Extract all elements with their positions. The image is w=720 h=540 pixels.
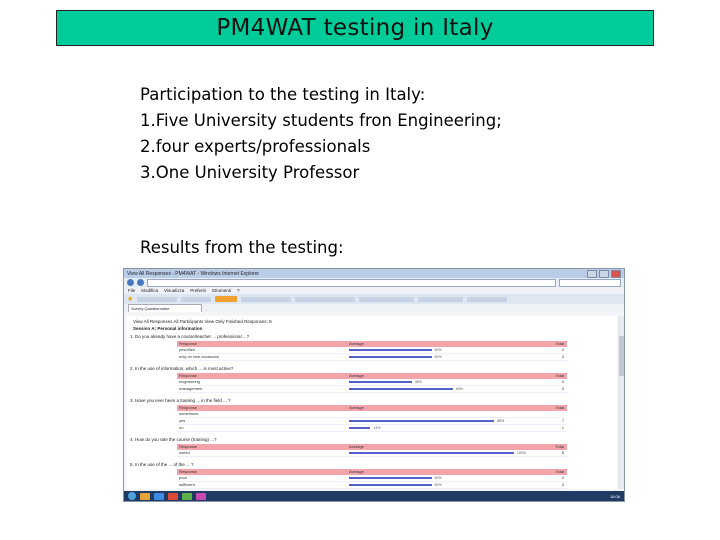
forward-icon	[137, 279, 144, 286]
average-cell	[349, 418, 544, 424]
header-cell: Response	[179, 469, 198, 474]
results-table	[177, 373, 567, 393]
favorite-link	[467, 297, 507, 302]
percent-label: 50%	[434, 476, 442, 480]
total-cell: 4	[561, 354, 564, 359]
response-label: useful	[179, 450, 190, 455]
response-label: engineering	[179, 379, 200, 384]
total-cell: 7	[561, 418, 564, 423]
average-bar	[349, 381, 412, 383]
header-cell: Total	[555, 469, 564, 474]
table-row	[177, 418, 567, 425]
survey-question: 1. Do you already have a course/teacher ... professional ...?	[130, 334, 250, 339]
results-heading: Results from the testing:	[140, 238, 344, 257]
survey-question: 2. In the use of information, which ... is most active?	[130, 366, 234, 371]
header-cell: Response	[179, 405, 198, 410]
header-cell: Average	[349, 373, 364, 378]
response-label: sufficient	[179, 482, 195, 487]
close-icon	[611, 270, 621, 278]
average-bar	[349, 427, 370, 429]
response-label: only on rare occasions	[179, 354, 220, 359]
scroll-thumb	[619, 336, 624, 376]
total-cell: 1	[561, 425, 564, 430]
response-label: management	[179, 386, 203, 391]
browser-tab: Survey Questionnaire	[128, 304, 202, 312]
menu-item: Strumenti	[211, 288, 231, 293]
average-bar	[349, 477, 432, 479]
table-row	[177, 379, 567, 386]
header-cell: Total	[555, 373, 564, 378]
taskbar	[124, 491, 624, 501]
average-cell	[349, 354, 544, 360]
table-row	[177, 450, 567, 457]
window-controls	[587, 270, 621, 278]
table-row	[177, 354, 567, 361]
percent-label: 50%	[434, 483, 442, 487]
average-bar	[349, 388, 453, 390]
average-cell	[349, 379, 544, 385]
total-cell: 3	[561, 379, 564, 384]
table-row	[177, 386, 567, 393]
participant-item: 3.One University Professor	[140, 163, 360, 182]
search-field	[559, 279, 621, 287]
favorite-link	[359, 297, 414, 302]
average-cell	[349, 386, 544, 392]
response-label: yes	[179, 418, 186, 423]
percent-label: 38%	[414, 380, 422, 384]
favorite-link	[295, 297, 355, 302]
header-cell: Total	[555, 341, 564, 346]
results-table	[177, 341, 567, 361]
survey-question: 3. Have you ever been a training ... in the field ... ?	[130, 398, 231, 403]
total-cell: 4	[561, 482, 564, 487]
average-cell	[349, 347, 544, 353]
response-label: yes/often	[179, 347, 196, 352]
average-cell	[349, 482, 544, 488]
header-cell: Response	[179, 341, 198, 346]
url-field	[147, 279, 556, 287]
section-title: Session A: Personal information	[133, 326, 203, 331]
percent-label: 100%	[517, 451, 526, 455]
average-bar	[349, 349, 432, 351]
view-line: View All Responses All Participants View Only Finished Responses: 8	[133, 319, 272, 324]
taskbar-app-icon	[140, 493, 150, 500]
survey-question: 5. In the use of the ... of the ... ?	[130, 462, 194, 467]
star-icon: ★	[127, 295, 134, 303]
participant-item: 2.four experts/professionals	[140, 137, 371, 156]
table-row	[177, 411, 567, 418]
menu-item: ?	[237, 288, 240, 293]
slide-title-box	[56, 10, 654, 46]
percent-label: 50%	[434, 355, 442, 359]
maximize-icon	[599, 270, 609, 278]
header-cell: Average	[349, 469, 364, 474]
total-cell: 4	[561, 475, 564, 480]
table-row	[177, 347, 567, 354]
back-icon	[127, 279, 134, 286]
average-cell	[349, 450, 544, 456]
results-table	[177, 405, 567, 432]
taskbar-app-icon	[196, 493, 206, 500]
results-table	[177, 469, 567, 489]
header-cell: Average	[349, 405, 364, 410]
results-table	[177, 444, 567, 457]
table-row	[177, 482, 567, 489]
response-label: poor	[179, 475, 188, 480]
survey-results-page	[127, 316, 617, 489]
percent-label: 13%	[373, 426, 381, 430]
minimize-icon	[587, 270, 597, 278]
table-row	[177, 475, 567, 482]
toolbar-button	[215, 296, 237, 302]
favorite-link	[181, 297, 211, 302]
menu-item: Modifica	[141, 288, 159, 293]
favorites-bar	[124, 294, 624, 304]
percent-label: 88%	[497, 419, 505, 423]
header-cell: Total	[555, 444, 564, 449]
browser-window-title: View All Responses - PM4WAT - Windows Internet Explorer	[127, 270, 260, 277]
average-cell	[349, 475, 544, 481]
participant-item: 1.Five University students fron Engineering;	[140, 111, 502, 130]
browser-tabs	[124, 304, 624, 312]
total-cell: 5	[561, 386, 564, 391]
taskbar-clock: 18:06	[609, 493, 620, 499]
table-row	[177, 425, 567, 432]
header-cell: Response	[179, 444, 198, 449]
browser-title-bar	[124, 269, 624, 278]
slide-title: PM4WAT testing in Italy	[216, 15, 494, 41]
total-cell	[544, 411, 564, 417]
response-label: sometimes	[179, 411, 199, 416]
survey-question: 4. How do you rate the course (training) ...?	[130, 437, 217, 442]
participation-text	[140, 82, 502, 186]
header-cell: Average	[349, 444, 364, 449]
response-label: no	[179, 425, 184, 430]
total-cell: 4	[561, 347, 564, 352]
average-bar	[349, 356, 432, 358]
menu-item: Preferiti	[190, 288, 206, 293]
header-cell: Average	[349, 341, 364, 346]
average-bar	[349, 452, 514, 454]
total-cell: 8	[561, 450, 564, 455]
average-cell	[349, 425, 544, 431]
header-cell: Total	[555, 405, 564, 410]
header-cell: Response	[179, 373, 198, 378]
percent-label: 63%	[455, 387, 463, 391]
average-bar	[349, 484, 432, 486]
menu-item: File	[128, 288, 136, 293]
browser-menu-bar	[124, 287, 624, 294]
scrollbar	[618, 316, 625, 489]
participation-heading: Participation to the testing in Italy:	[140, 85, 426, 104]
taskbar-app-icon	[154, 493, 164, 500]
start-icon	[128, 492, 136, 500]
embedded-browser-screenshot	[123, 268, 625, 502]
browser-address-bar	[124, 278, 624, 287]
taskbar-app-icon	[168, 493, 178, 500]
favorite-link	[241, 297, 291, 302]
menu-item: Visualizza	[164, 288, 185, 293]
taskbar-app-icon	[182, 493, 192, 500]
favorite-link	[137, 297, 177, 302]
average-bar	[349, 420, 494, 422]
average-cell	[349, 411, 544, 417]
percent-label: 50%	[434, 348, 442, 352]
favorite-link	[418, 297, 463, 302]
